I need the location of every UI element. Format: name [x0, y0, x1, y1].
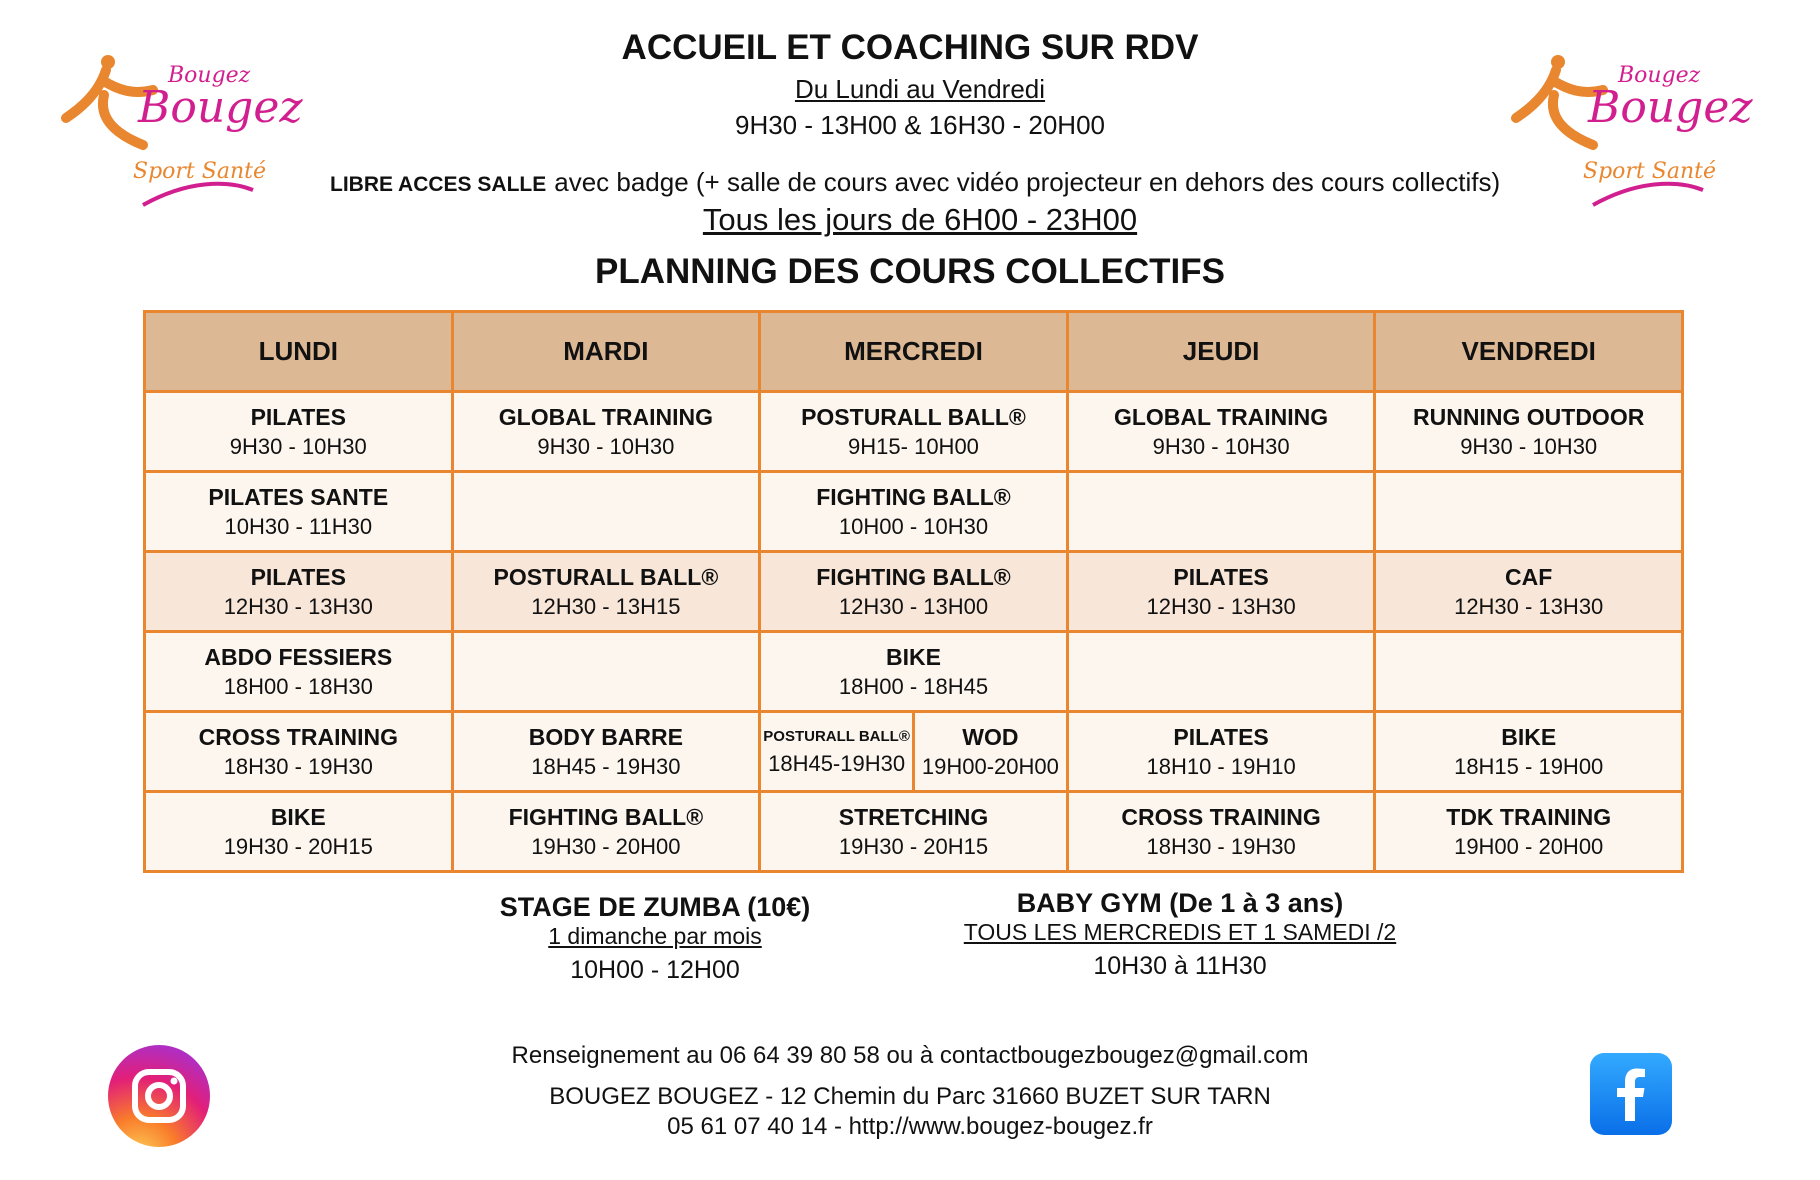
schedule-row: [145, 712, 1683, 792]
babygym-frequency: TOUS LES MERCREDIS ET 1 SAMEDI /2: [963, 919, 1397, 945]
class-name: GLOBAL TRAINING: [1113, 403, 1329, 430]
class-time: 9H30 - 10H30: [229, 433, 367, 459]
class-cell-empty: [452, 632, 760, 712]
class-cell-empty: [1375, 632, 1683, 712]
opening-days: Du Lundi au Vendredi: [794, 74, 1046, 104]
class-time: 19H00 - 20H00: [1454, 833, 1604, 859]
schedule-row: [145, 552, 1683, 632]
class-time: 18H00 - 18H45: [838, 673, 989, 699]
class-name: CROSS TRAINING: [1121, 803, 1321, 830]
day-header: VENDREDI: [1375, 312, 1683, 392]
class-name: POSTURALL BALL®: [763, 727, 910, 745]
class-cell: [1375, 392, 1683, 472]
class-cell: [760, 392, 1068, 472]
class-cell: [1067, 392, 1375, 472]
class-name: BIKE: [270, 803, 326, 830]
class-time: 9H15- 10H00: [848, 433, 979, 459]
class-name: PILATES SANTE: [208, 483, 389, 510]
free-access-line: [330, 167, 1530, 198]
class-name: CAF: [1505, 563, 1553, 590]
class-time: 12H30 - 13H15: [531, 593, 681, 619]
class-name: BIKE: [886, 643, 941, 670]
logo-left-top: Bougez: [168, 63, 251, 88]
class-cell-empty: [1067, 632, 1375, 712]
class-time: 19H30 - 20H15: [223, 833, 373, 859]
class-name: FIGHTING BALL®: [816, 483, 1011, 510]
class-cell: [1375, 552, 1683, 632]
class-time: 19H30 - 20H00: [531, 833, 681, 859]
split-right: [915, 713, 1066, 790]
schedule-table: [143, 310, 1684, 873]
day-header: JEUDI: [1067, 312, 1375, 392]
class-name: CROSS TRAINING: [198, 723, 398, 750]
logo-right: [1508, 40, 1758, 210]
logo-right-top: Bougez: [1618, 63, 1701, 88]
babygym-time: 10H30 à 11H30: [1093, 952, 1267, 980]
class-cell-split: [760, 712, 1068, 792]
class-cell: [145, 472, 453, 552]
class-name: BIKE: [1501, 723, 1557, 750]
class-time: 12H30 - 13H30: [1454, 593, 1604, 619]
class-time: 12H30 - 13H30: [223, 593, 373, 619]
class-time: 10H30 - 11H30: [224, 513, 373, 539]
class-time: 12H30 - 13H00: [838, 593, 989, 619]
contact-line: Renseignement au 06 64 39 80 58 ou à contactbougezbougez@gmail.com: [511, 1042, 1309, 1069]
class-cell: [452, 392, 760, 472]
day-header: LUNDI: [145, 312, 453, 392]
class-time: 19H00-20H00: [921, 753, 1059, 779]
class-name: FIGHTING BALL®: [816, 563, 1011, 590]
class-cell: [760, 472, 1068, 552]
schedule-header-row: [145, 312, 1683, 392]
planning-title: PLANNING DES COURS COLLECTIFS: [594, 252, 1226, 291]
split-cell: [761, 713, 1066, 790]
class-time: 9H30 - 10H30: [1152, 433, 1290, 459]
page-title: ACCUEIL ET COACHING SUR RDV: [621, 28, 1199, 67]
class-name: POSTURALL BALL®: [801, 403, 1026, 430]
class-name: PILATES: [250, 403, 346, 430]
day-header: MARDI: [452, 312, 760, 392]
class-name: PILATES: [1173, 563, 1269, 590]
schedule-row: [145, 392, 1683, 472]
logo-right-tagline: Sport Santé: [1583, 159, 1716, 184]
zumba-frequency: 1 dimanche par mois: [548, 923, 762, 949]
class-cell: [452, 712, 760, 792]
class-cell-empty: [452, 472, 760, 552]
class-cell-empty: [1375, 472, 1683, 552]
class-name: STRETCHING: [838, 803, 989, 830]
class-time: 9H30 - 10H30: [1460, 433, 1598, 459]
class-cell: [145, 552, 453, 632]
free-access-label: LIBRE ACCES SALLE: [330, 173, 547, 196]
facebook-icon[interactable]: [1590, 1053, 1672, 1135]
class-cell: [1375, 712, 1683, 792]
class-name: POSTURALL BALL®: [493, 563, 719, 590]
split-left: [761, 713, 915, 790]
class-time: 10H00 - 10H30: [838, 513, 989, 539]
class-time: 9H30 - 10H30: [537, 433, 675, 459]
address-block: [410, 1082, 1410, 1142]
class-time: 18H30 - 19H30: [223, 753, 373, 779]
zumba-event: [465, 892, 845, 985]
class-time: 18H30 - 19H30: [1146, 833, 1296, 859]
class-cell: [760, 632, 1068, 712]
class-name: TDK TRAINING: [1446, 803, 1612, 830]
phone-website-line[interactable]: 05 61 07 40 14 - http://www.bougez-bougez.fr: [667, 1113, 1153, 1140]
class-time: 18H15 - 19H00: [1454, 753, 1604, 779]
class-time: 12H30 - 13H30: [1146, 593, 1296, 619]
class-cell: [1067, 552, 1375, 632]
address-line: BOUGEZ BOUGEZ - 12 Chemin du Parc 31660 BUZET SUR TARN: [549, 1083, 1271, 1110]
class-time: 18H45-19H30: [768, 750, 906, 776]
class-name: PILATES: [250, 563, 346, 590]
class-time: 18H00 - 18H30: [223, 673, 373, 699]
class-time: 18H10 - 19H10: [1146, 753, 1296, 779]
class-cell: [760, 552, 1068, 632]
day-header: MERCREDI: [760, 312, 1068, 392]
class-cell: [452, 792, 760, 872]
logo-left: [58, 40, 308, 210]
class-name: ABDO FESSIERS: [204, 643, 393, 670]
class-name: WOD: [962, 723, 1019, 750]
logo-left-main: Bougez: [138, 82, 303, 133]
zumba-time: 10H00 - 12H00: [570, 956, 740, 984]
class-cell-empty: [1067, 472, 1375, 552]
class-name: RUNNING OUTDOOR: [1413, 403, 1645, 430]
babygym-title: BABY GYM (De 1 à 3 ans): [1016, 888, 1344, 918]
zumba-title: STAGE DE ZUMBA (10€): [499, 892, 811, 922]
schedule-row: [145, 472, 1683, 552]
class-cell: [1067, 792, 1375, 872]
class-cell: [145, 392, 453, 472]
schedule-row: [145, 632, 1683, 712]
class-cell: [145, 792, 453, 872]
class-cell: [1067, 712, 1375, 792]
babygym-event: [940, 888, 1420, 981]
class-cell: [760, 792, 1068, 872]
class-time: 18H45 - 19H30: [531, 753, 681, 779]
class-name: GLOBAL TRAINING: [498, 403, 713, 430]
logo-right-main: Bougez: [1588, 82, 1753, 133]
class-time: 19H30 - 20H15: [838, 833, 989, 859]
class-cell: [1375, 792, 1683, 872]
class-name: FIGHTING BALL®: [508, 803, 704, 830]
class-cell: [145, 632, 453, 712]
free-access-text: avec badge (+ salle de cours avec vidéo projecteur en dehors des cours collectifs): [554, 167, 1501, 197]
schedule-row: [145, 792, 1683, 872]
class-cell: [452, 552, 760, 632]
logo-left-tagline: Sport Santé: [133, 159, 266, 184]
class-name: PILATES: [1173, 723, 1269, 750]
class-cell: [145, 712, 453, 792]
opening-hours: 9H30 - 13H00 & 16H30 - 20H00: [734, 110, 1105, 140]
everyday-hours: Tous les jours de 6H00 - 23H00: [702, 202, 1138, 237]
instagram-icon[interactable]: [108, 1045, 210, 1147]
class-name: BODY BARRE: [528, 723, 683, 750]
